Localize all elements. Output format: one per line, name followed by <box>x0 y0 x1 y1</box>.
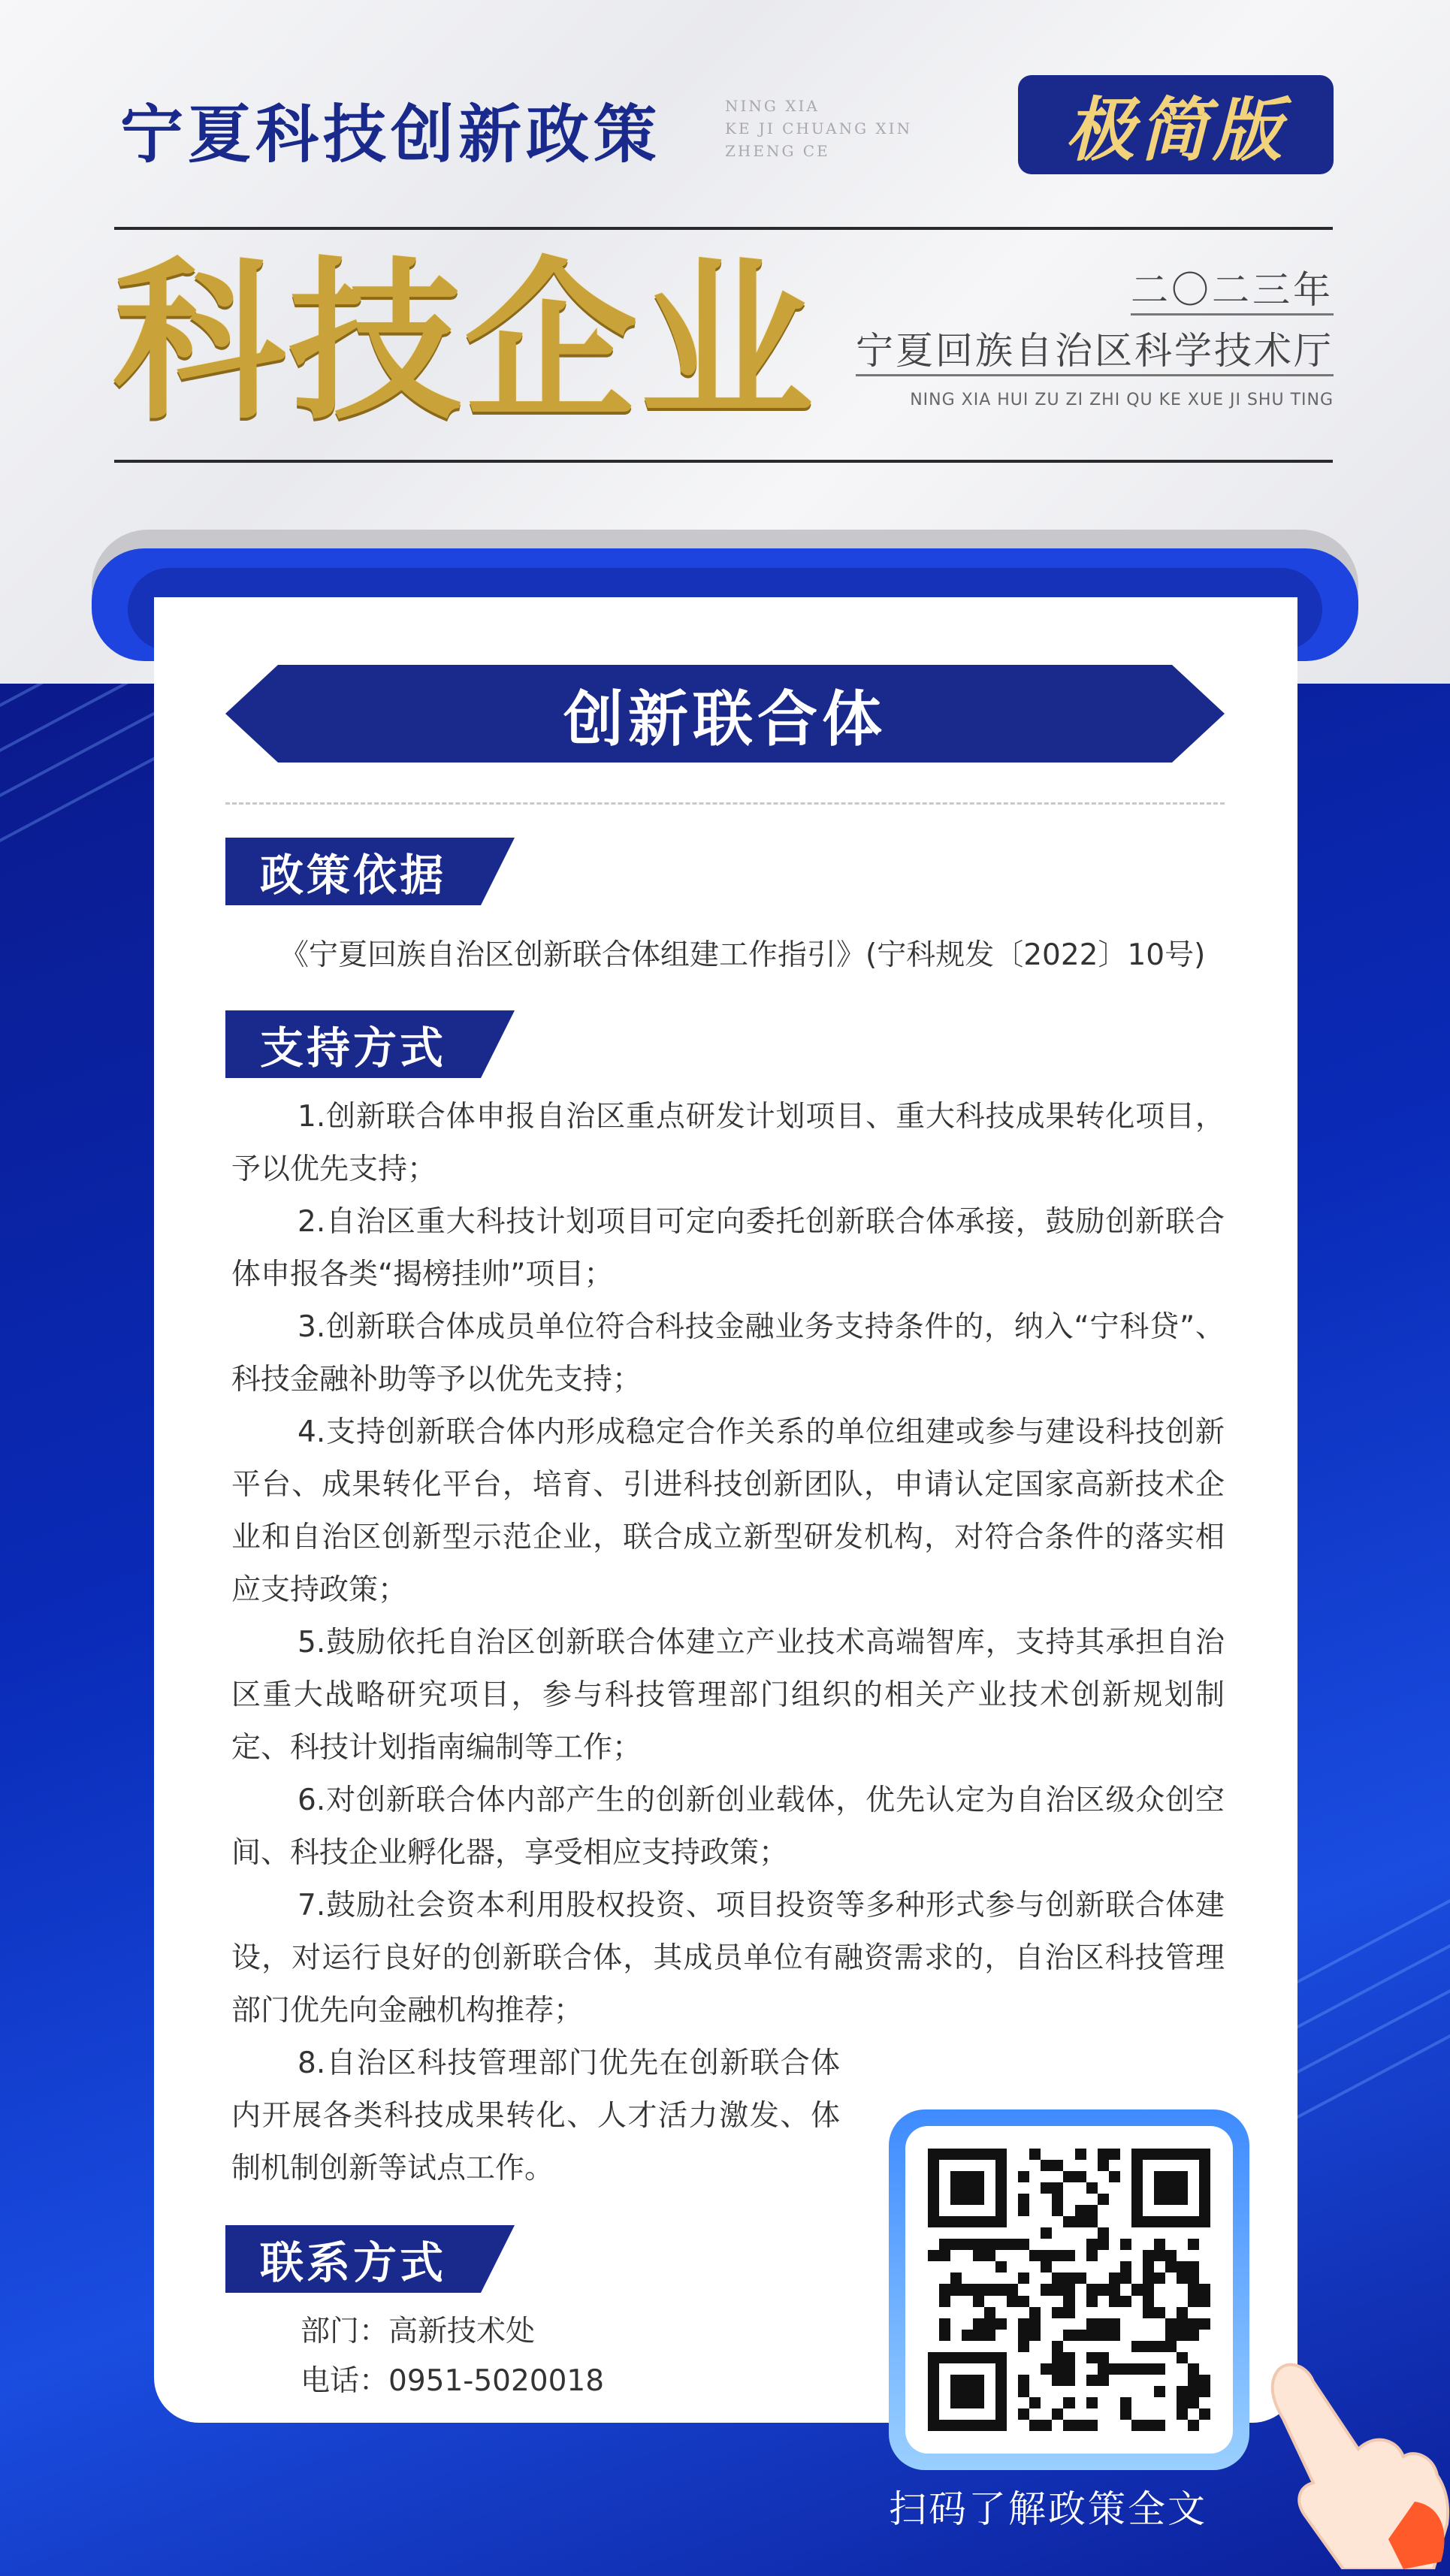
section-support-title: 支持方式 <box>259 1022 446 1074</box>
department-pinyin: NING XIA HUI ZU ZI ZHI QU KE XUE JI SHU TING <box>910 391 1334 409</box>
qr-code-icon[interactable] <box>928 2149 1210 2431</box>
edition-badge: 极简版 <box>1018 75 1334 174</box>
contact-phone: 电话：0951-5020018 <box>301 2364 605 2398</box>
support-item-3: 3.创新联合体成员单位符合科技金融业务支持条件的，纳入“宁科贷”、科技金融补助等予以优先支持； <box>231 1310 1225 1397</box>
support-item-6: 6.对创新联合体内部产生的创新创业载体，优先认定为自治区级众创空间、科技企业孵化器，享受相应支持政策； <box>231 1783 1225 1870</box>
support-item-4: 4.支持创新联合体内形成稳定合作关系的单位组建或参与建设科技创新平台、成果转化平台，培育、引进科技创新团队，申请认定国家高新技术企业和自治区创新型示范企业，联合成立新型研发机构，对符合条件的落实相应支持政策； <box>231 1415 1225 1607</box>
big-title: 科技企业 <box>113 240 817 443</box>
dashed-divider <box>225 802 1225 805</box>
section-contact-title: 联系方式 <box>259 2237 446 2288</box>
header-title: 宁夏科技创新政策 <box>120 97 662 171</box>
year-label: 二〇二三年 <box>1131 267 1334 316</box>
banner-title: 创新联合体 <box>563 684 887 754</box>
top-rule <box>114 227 1333 230</box>
header-pinyin: NING XIA KE JI CHUANG XIN ZHENG CE <box>725 97 913 160</box>
support-item-7: 7.鼓励社会资本利用股权投资、项目投资等多种形式参与创新联合体建设，对运行良好的创新联合体，其成员单位有融资需求的，自治区科技管理部门优先向金融机构推荐； <box>231 1889 1225 2028</box>
basis-text: 《宁夏回族自治区创新联合体组建工作指引》(宁科规发〔2022〕10号) <box>279 938 1206 972</box>
bottom-rule <box>114 460 1333 463</box>
contact-department: 部门：高新技术处 <box>301 2315 536 2348</box>
department-label: 宁夏回族自治区科学技术厅 <box>856 328 1334 376</box>
support-item-5: 5.鼓励依托自治区创新联合体建立产业技术高端智库，支持其承担自治区重大战略研究项目，参与科技管理部门组织的相关产业技术创新规划制定、科技计划指南编制等工作； <box>231 1626 1225 1765</box>
section-basis-title: 政策依据 <box>259 850 446 901</box>
support-item-8: 8.自治区科技管理部门优先在创新联合体内开展各类科技成果转化、人才活力激发、体制机制创新等试点工作。 <box>231 2046 840 2185</box>
support-item-2: 2.自治区重大科技计划项目可定向委托创新联合体承接，鼓励创新联合体申报各类“揭榜挂帅”项目； <box>231 1205 1225 1291</box>
pointing-hand-icon <box>1253 2344 1450 2569</box>
qr-caption: 扫码了解政策全文 <box>889 2487 1207 2531</box>
support-item-1: 1.创新联合体申报自治区重点研发计划项目、重大科技成果转化项目，予以优先支持； <box>231 1100 1225 1186</box>
